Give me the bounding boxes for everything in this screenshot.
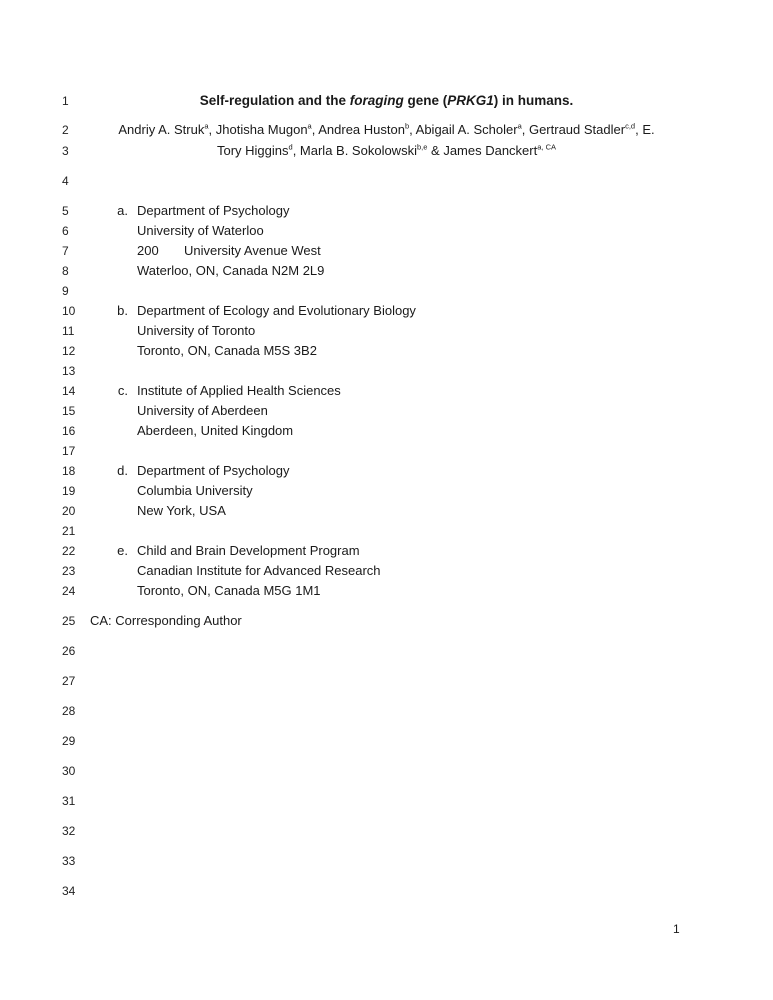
affiliation-line: Department of Ecology and Evolutionary Biology (137, 303, 416, 318)
line-number: 30 (62, 764, 76, 778)
line-number: 27 (62, 674, 76, 688)
line-number: 32 (62, 824, 76, 838)
affiliation-letter: e. (117, 543, 128, 558)
affiliation-line: Waterloo, ON, Canada N2M 2L9 (137, 263, 325, 278)
affiliation-line: University of Aberdeen (137, 403, 268, 418)
line-number: 16 (62, 424, 76, 438)
line-number: 26 (62, 644, 76, 658)
line-number: 1 (62, 94, 69, 108)
affiliation-line: Toronto, ON, Canada M5S 3B2 (137, 343, 317, 358)
line-number: 14 (62, 384, 76, 398)
affiliation-letter: c. (117, 383, 128, 398)
line-number: 2 (62, 123, 69, 137)
line-number: 33 (62, 854, 76, 868)
affiliation-line: Columbia University (137, 483, 253, 498)
affiliation-line: Child and Brain Development Program (137, 543, 360, 558)
line-number: 20 (62, 504, 76, 518)
line-number: 7 (62, 244, 69, 258)
affiliation-line: 200 University Avenue West (137, 243, 321, 258)
line-number: 15 (62, 404, 76, 418)
line-number: 28 (62, 704, 76, 718)
affiliation-letter: d. (117, 463, 128, 478)
line-number: 13 (62, 364, 76, 378)
line-number: 21 (62, 524, 76, 538)
affiliation-line: New York, USA (137, 503, 226, 518)
author-line-1: Andriy A. Struk$^a$, Jhotisha Mugon$^a$, Andrea Huston$^b$, Abigail A. Scholer$^a$, Gertraud Stadler$^{c,d}$, E. (118, 121, 655, 137)
line-number: 10 (62, 304, 76, 318)
paper-title: Self-regulation and the foraging gene (PRKG1) in humans. (199, 93, 574, 108)
page-number: 1 (673, 922, 680, 936)
line-number: 25 (62, 614, 76, 628)
affiliation-line: Department of Psychology (137, 463, 290, 478)
line-number: 18 (62, 464, 76, 478)
line-number: 11 (62, 324, 75, 338)
affiliation-line: Department of Psychology (137, 203, 290, 218)
line-number: 4 (62, 174, 69, 188)
line-number: 3 (62, 144, 69, 158)
line-number: 29 (62, 734, 76, 748)
line-number: 24 (62, 584, 76, 598)
author-line-2: Tory Higgins$^d$, Marla B. Sokolowski$^{b,e}$ & James Danckert$^{a, CA}$ (216, 142, 556, 158)
line-number: 19 (62, 484, 76, 498)
affiliation-line: Aberdeen, United Kingdom (137, 423, 294, 438)
affiliation-line: University of Waterloo (137, 223, 264, 238)
line-number: 34 (62, 884, 76, 898)
line-number: 6 (62, 224, 69, 238)
line-number: 12 (62, 344, 76, 358)
affiliation-letter: b. (117, 303, 128, 318)
affiliation-line: Canadian Institute for Advanced Research (137, 563, 381, 578)
line-number: 8 (62, 264, 69, 278)
line-number: 5 (62, 204, 69, 218)
line-number: 17 (62, 444, 76, 458)
line-number: 31 (62, 794, 76, 808)
corresponding-author-note: CA: Corresponding Author (90, 613, 242, 628)
line-number: 22 (62, 544, 76, 558)
line-number: 23 (62, 564, 76, 578)
affiliation-line: University of Toronto (137, 323, 256, 338)
line-number: 9 (62, 284, 69, 298)
affiliation-line: Institute of Applied Health Sciences (137, 383, 341, 398)
affiliation-line: Toronto, ON, Canada M5G 1M1 (137, 583, 321, 598)
affiliation-letter: a. (117, 203, 128, 218)
